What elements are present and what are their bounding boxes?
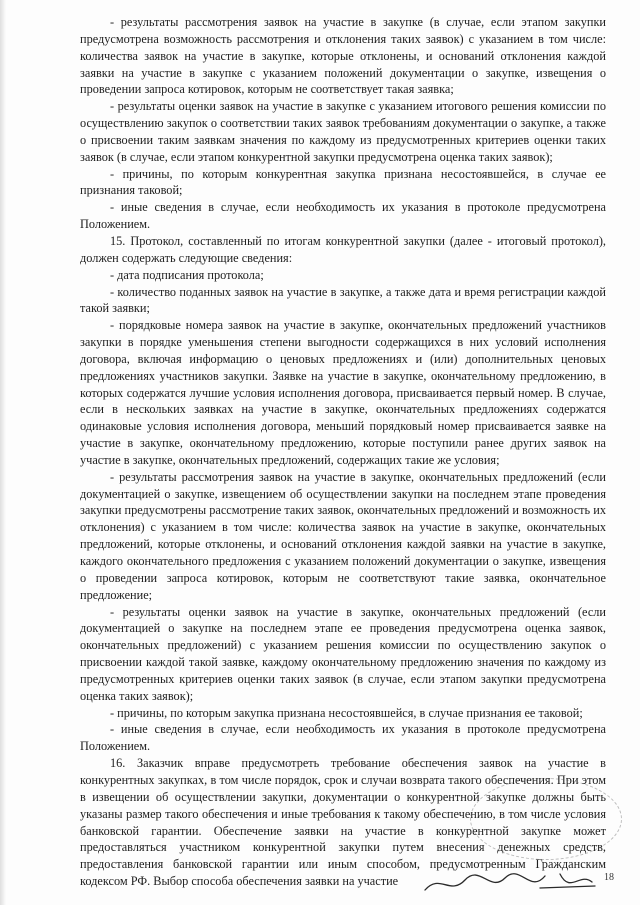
paragraph-sequence-numbers: - порядковые номера заявок на участие в закупке, окончательных предложений участников закупки в порядке уменьшения степени выгодности содержащихся в них условий исполнения договора, включая информацию о ценовых предложениях и (или) дополнительных ценовых предложениях участников закупки. Заявке на участие в закупке, окончательному предложению, в которых содержатся лучшие условия исполнения договора, присваивается первый номер. В случае, если в нескольких заявках на участие в закупке, окончательных предложениях содержатся одинаковые условия исполнения договора, меньший порядковый номер присваивается заявке на участие в закупке, окончательному предложению, которые поступили ранее других заявок на участие в закупке, окончательных предложений, содержащих такие же условия; xyxy=(80,318,606,467)
paragraph-final-failure-reasons: - причины, по которым закупка признана несостоявшейся, в случае признания ее таковой; xyxy=(110,705,583,720)
paragraph-applications-count: - количество поданных заявок на участие в закупке, а также дата и время регистрации каждой такой заявки; xyxy=(80,284,606,316)
paragraph-section-16: 16. Заказчик вправе предусмотреть требование обеспечения заявок на участие в конкурентных закупках, в том числе порядок, срок и случаи возврата такого обеспечения. При этом в извещении об осуществлении закупки, документации о конкурентной закупке должны быть указаны размер такого обеспечения и иные требования к такому обеспечению, в том числе условия банковской гарантии. Обеспечение заявки на участие в конкурентной закупке может предоставляться участником конкурентной закупки путем внесения денежных средств, предоставления банковской гарантии или иным способом, предусмотренным Гражданским кодексом РФ. Выбор способа обеспечения заявки на участие xyxy=(80,756,606,889)
paragraph-section-15: 15. Протокол, составленный по итогам конкурентной закупки (далее - итоговый протокол), должен содержать следующие сведения: xyxy=(80,233,606,265)
paragraph-review-results: - результаты рассмотрения заявок на участие в закупке (в случае, если этапом закупки предусмотрена возможность рассмотрения и отклонения таких заявок) с указанием в том числе: количества заявок на участие в закупке, которые отклонены, и оснований отклонения каждой заявки на участие в закупке с указанием положений документации о закупке, извещения о проведении запроса котировок, которым не соответствует такая заявка; xyxy=(80,15,606,97)
paragraph-failure-reasons: - причины, по которым конкурентная закупка признана несостоявшейся, в случае ее признания таковой; xyxy=(80,166,606,198)
paragraph-final-other-info: - иные сведения в случае, если необходимость их указания в протоколе предусмотрена Положением. xyxy=(80,722,606,754)
paragraph-final-review-results: - результаты рассмотрения заявок на участие в закупке, окончательных предложений (если документацией о закупке, извещением об осуществлении закупки на последнем этапе проведения закупки предусмотрены рассмотрение таких заявок, окончательных предложений и возможность их отклонения) с указанием в том числе: количества заявок на участие в закупке, окончательных предложений, которые отклонены, и оснований отклонения каждой заявки на участие в закупке, каждого окончательного предложения с указанием положений документации о закупке, извещения о проведении запроса котировок, которым не соответствуют такие заявка, окончательное предложение; xyxy=(80,469,606,602)
scan-edge xyxy=(0,0,6,905)
paragraph-other-info: - иные сведения в случае, если необходимость их указания в протоколе предусмотрена Положением. xyxy=(80,200,606,232)
document-body xyxy=(80,14,606,890)
paragraph-evaluation-results: - результаты оценки заявок на участие в закупке с указанием итогового решения комиссии по осуществлению закупок о соответствии таких заявок требованиям документации о закупке, а также о присвоении таким заявкам значения по каждому из предусмотренных критериев оценки таких заявок (в случае, если этапом конкурентной закупки предусмотрена оценка таких заявок); xyxy=(80,99,606,164)
paragraph-signing-date: - дата подписания протокола; xyxy=(110,267,264,282)
paragraph-final-evaluation-results: - результаты оценки заявок на участие в закупке, окончательных предложений (если документацией о закупке на последнем этапе ее проведения предусмотрена оценка заявок, окончательных предложений) с указанием решения комиссии по осуществлению закупок о присвоении каждой такой заявке, каждому окончательному предложению значения по каждому из предусмотренных критериев оценки таких заявок (в случае, если этапом закупки предусмотрена оценка таких заявок); xyxy=(80,604,606,703)
page-number: 18 xyxy=(604,872,614,883)
